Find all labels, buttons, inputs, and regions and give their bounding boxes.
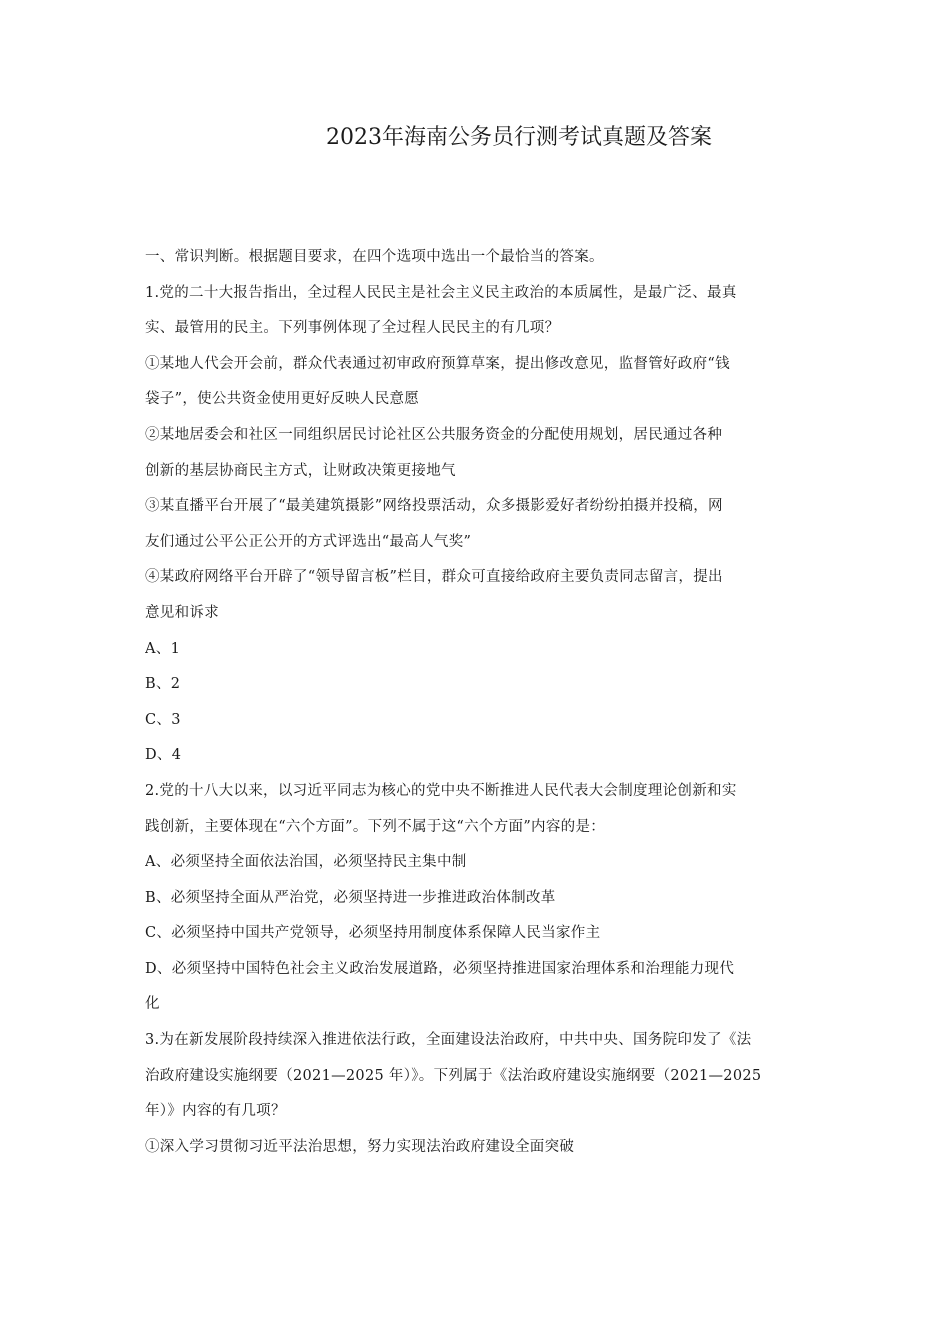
question-2-option-a: A、必须坚持全面依法治国，必须坚持民主集中制 [145, 854, 467, 871]
question-1-option-c: C、3 [145, 711, 181, 728]
question-2-option-b: B、必须坚持全面从严治党，必须坚持进一步推进政治体制改革 [145, 889, 556, 906]
question-1-item-1: ①某地人代会开会前，群众代表通过初审政府预算草案，提出修改意见，监督管好政府“钱 [145, 355, 730, 372]
question-2-stem-cont: 践创新，主要体现在“六个方面”。下列不属于这“六个方面”内容的是： [145, 818, 606, 835]
document-body [145, 240, 825, 1165]
question-3-stem-cont: 治政府建设实施纲要（2021—2025 年）》。下列属于《法治政府建设实施纲要（2021—2025 [145, 1067, 762, 1084]
section-heading: 一、常识判断。根据题目要求，在四个选项中选出一个最恰当的答案。 [145, 249, 604, 265]
question-1-item-4: ④某政府网络平台开辟了“领导留言板”栏目，群众可直接给政府主要负责同志留言，提出 [145, 569, 723, 586]
question-1-option-a: A、1 [145, 640, 181, 657]
question-1-stem-cont: 实、最管用的民主。下列事例体现了全过程人民民主的有几项？ [145, 320, 560, 337]
page-title: 2023年海南公务员行测考试真题及答案 [326, 125, 712, 150]
question-1-option-d: D、4 [145, 747, 182, 764]
question-1-item-2-cont: 创新的基层协商民主方式，让财政决策更接地气 [145, 462, 456, 479]
question-1-item-3-cont: 友们通过公平公正公开的方式评选出“最高人气奖” [145, 533, 472, 550]
question-2-option-d-cont: 化 [145, 996, 160, 1013]
question-1-item-3: ③某直播平台开展了“最美建筑摄影”网络投票活动，众多摄影爱好者纷纷拍摄并投稿，网 [145, 498, 723, 515]
question-2-option-d: D、必须坚持中国特色社会主义政治发展道路，必须坚持推进国家治理体系和治理能力现代 [145, 960, 735, 977]
question-1-stem: 1.党的二十大报告指出，全过程人民民主是社会主义民主政治的本质属性，是最广泛、最真 [145, 284, 737, 301]
question-1-item-4-cont: 意见和诉求 [145, 604, 219, 621]
question-3-item-1: ①深入学习贯彻习近平法治思想，努力实现法治政府建设全面突破 [145, 1138, 575, 1155]
question-3-stem: 3.为在新发展阶段持续深入推进依法行政，全面建设法治政府，中共中央、国务院印发了《法 [145, 1032, 752, 1049]
question-2-option-c: C、必须坚持中国共产党领导，必须坚持用制度体系保障人民当家作主 [145, 925, 601, 942]
question-2-stem: 2.党的十八大以来，以习近平同志为核心的党中央不断推进人民代表大会制度理论创新和实 [145, 782, 737, 799]
question-1-item-1-cont: 袋子”，使公共资金使用更好反映人民意愿 [145, 391, 420, 408]
question-3-stem-cont-2: 年）》内容的有几项？ [145, 1103, 286, 1120]
question-1-option-b: B、2 [145, 676, 181, 693]
question-1-item-2: ②某地居委会和社区一同组织居民讨论社区公共服务资金的分配使用规划，居民通过各种 [145, 426, 723, 443]
